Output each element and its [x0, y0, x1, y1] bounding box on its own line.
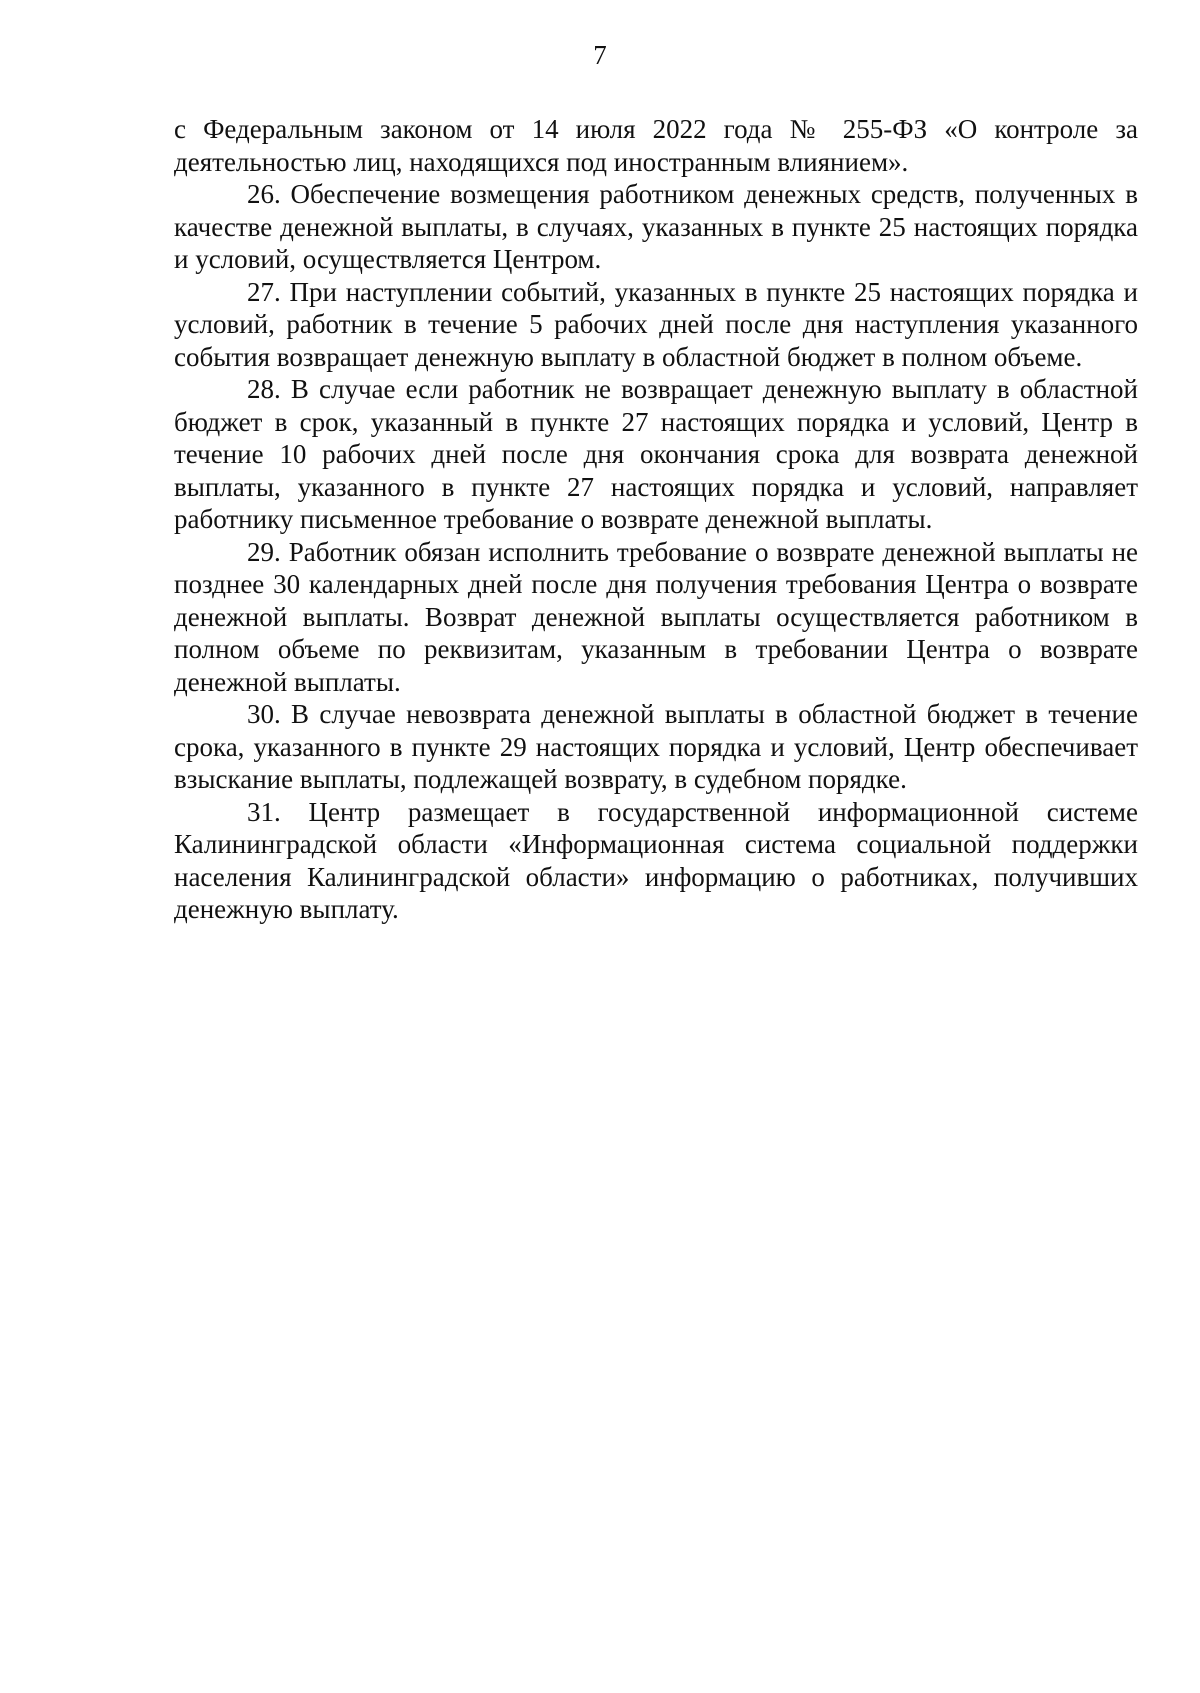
paragraph-29: 29. Работник обязан исполнить требование о возврате денежной выплаты не позднее 30 календарных дней после дня получения требования Центра о возврате денежной выплаты. Возврат денежной выплаты осуществляется работником в полном объеме по реквизитам, указанным в требовании Центра о возврате денежной выплаты.: [174, 536, 1138, 697]
paragraph-26: 26. Обеспечение возмещения работником денежных средств, полученных в качестве денежной выплаты, в случаях, указанных в пункте 25 настоящих порядка и условий, осуществляется Центром.: [174, 179, 1138, 274]
paragraph-continuation: с Федеральным законом от 14 июля 2022 года № 255-ФЗ «О контроле за деятельностью лиц, находящихся под иностранным влиянием».: [174, 114, 1138, 177]
document-body: [174, 113, 1138, 926]
paragraph-27: 27. При наступлении событий, указанных в пункте 25 настоящих порядка и условий, работник в течение 5 рабочих дней после дня наступления указанного события возвращает денежную выплату в областной бюджет в полном объеме.: [174, 276, 1138, 372]
paragraph-30: 30. В случае невозврата денежной выплаты в областной бюджет в течение срока, указанного в пункте 29 настоящих порядка и условий, Центр обеспечивает взыскание выплаты, подлежащей возврату, в судебном порядке.: [174, 699, 1138, 794]
paragraph-31: 31. Центр размещает в государственной информационной системе Калининградской области «Информационная система социальной поддержки населения Калининградской области» информацию о работниках, получивших денежную выплату.: [174, 796, 1138, 924]
page-number: 7: [593, 40, 607, 70]
paragraph-28: 28. В случае если работник не возвращает денежную выплату в областной бюджет в срок, указанный в пункте 27 настоящих порядка и условий, Центр в течение 10 рабочих дней после дня окончания срока для возврата денежной выплаты, указанного в пункте 27 настоящих порядка и условий, направляет работнику письменное требование о возврате денежной выплаты.: [174, 374, 1138, 534]
